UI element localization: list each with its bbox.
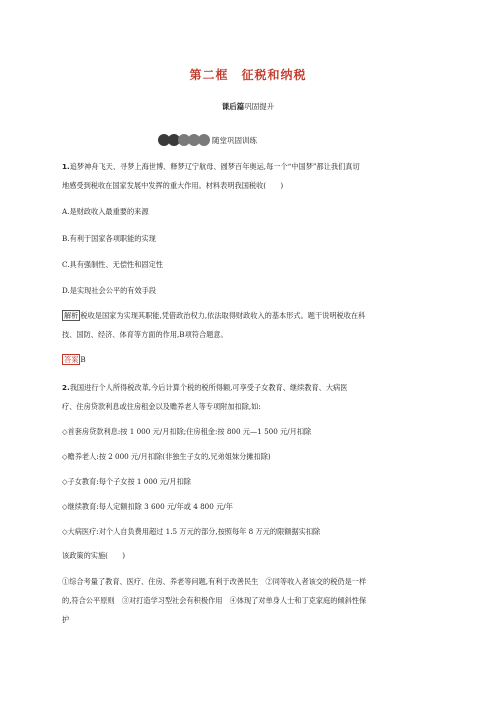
q1-option-b: B.有利于国家各项职能的实现 [62,234,156,243]
q1-option-c: C.具有强制性、无偿性和固定性 [62,260,163,269]
q1-number: 1. [62,162,70,171]
subtitle-rest: 巩固提升 [244,102,275,111]
q2-item-5: ◇大病医疗:对个人自负费用超过 1.5 万元的部分,按照每年 8 万元的限额据实扣除 [62,527,321,536]
q1-stem-text1: 追梦神舟飞天、寻梦上海世博、释梦辽宁航母、圆梦百年奥运,每一个“中国梦”都让我们真切 [69,162,360,171]
q1-answer-value: B [80,355,86,364]
q1-analysis-line2: 技、国防、经济、体育等方面的作用,B项符合题意。 [62,330,228,339]
q1-stem-line1 [62,162,360,171]
q2-stem-text1: 我国进行个人所得税改革,今后计算个税的税所得额,可享受子女教育、继续教育、大病医 [69,383,348,392]
page-subtitle [0,101,496,112]
answer-tag: 答案 [64,355,79,364]
q1-answer [62,355,86,364]
section-header [158,133,257,147]
q1-stem-line2: 地感受到税收在国家发展中发挥的重大作用。材料表明我国税收( ) [62,181,284,190]
q2-number: 2. [62,383,70,392]
q2-choices-line1: ①综合考量了教育、医疗、住房、养老等问题,有利于改善民生 ②同等收入者该交的税仍是一样 [62,577,367,586]
q2-item-1: ◇首套房贷款利息:按 1 000 元/月扣除;住房租金:按 800 元—1 500 元/月扣除 [62,427,312,436]
q2-item-3: ◇子女教育:每个子女按 1 000 元/月扣除 [62,477,191,486]
subtitle-bold: 课后篇 [221,102,245,111]
analysis-tag: 解析 [64,311,79,320]
q2-item-4: ◇继续教育:每人定额扣除 3 600 元/年或 4 800 元/年 [62,502,233,511]
q2-stem-line2: 疗、住房贷款利息或住房租金以及赡养老人等专项附加扣除,如: [62,402,261,411]
q1-option-d: D.是实现社会公平的有效手段 [62,286,157,295]
q2-choices-line2: 的,符合公平原则 ③对打造学习型社会有积极作用 ④体现了对单身人士和丁克家庭的倾斜性保 [62,596,367,605]
page-title: 第二框 征税和纳税 [189,68,307,82]
q1-option-a: A.是财政收入最重要的来源 [62,207,149,216]
q2-stem-line1 [62,383,347,392]
section-label: 随堂巩固训练 [212,135,257,145]
q2-choices-line3: 护 [62,615,70,624]
circle-icon [198,134,210,146]
q1-analysis-line1 [62,311,365,320]
q1-analysis-text1: 税收是国家为实现其职能,凭借政治权力,依法取得财政收入的基本形式。题干说明税收在科 [80,311,366,320]
q2-question: 该政策的实施( ) [62,551,126,560]
q2-item-2: ◇赡养老人:按 2 000 元/月扣除(非独生子女的,兄弟姐妹分摊扣除) [62,452,271,461]
